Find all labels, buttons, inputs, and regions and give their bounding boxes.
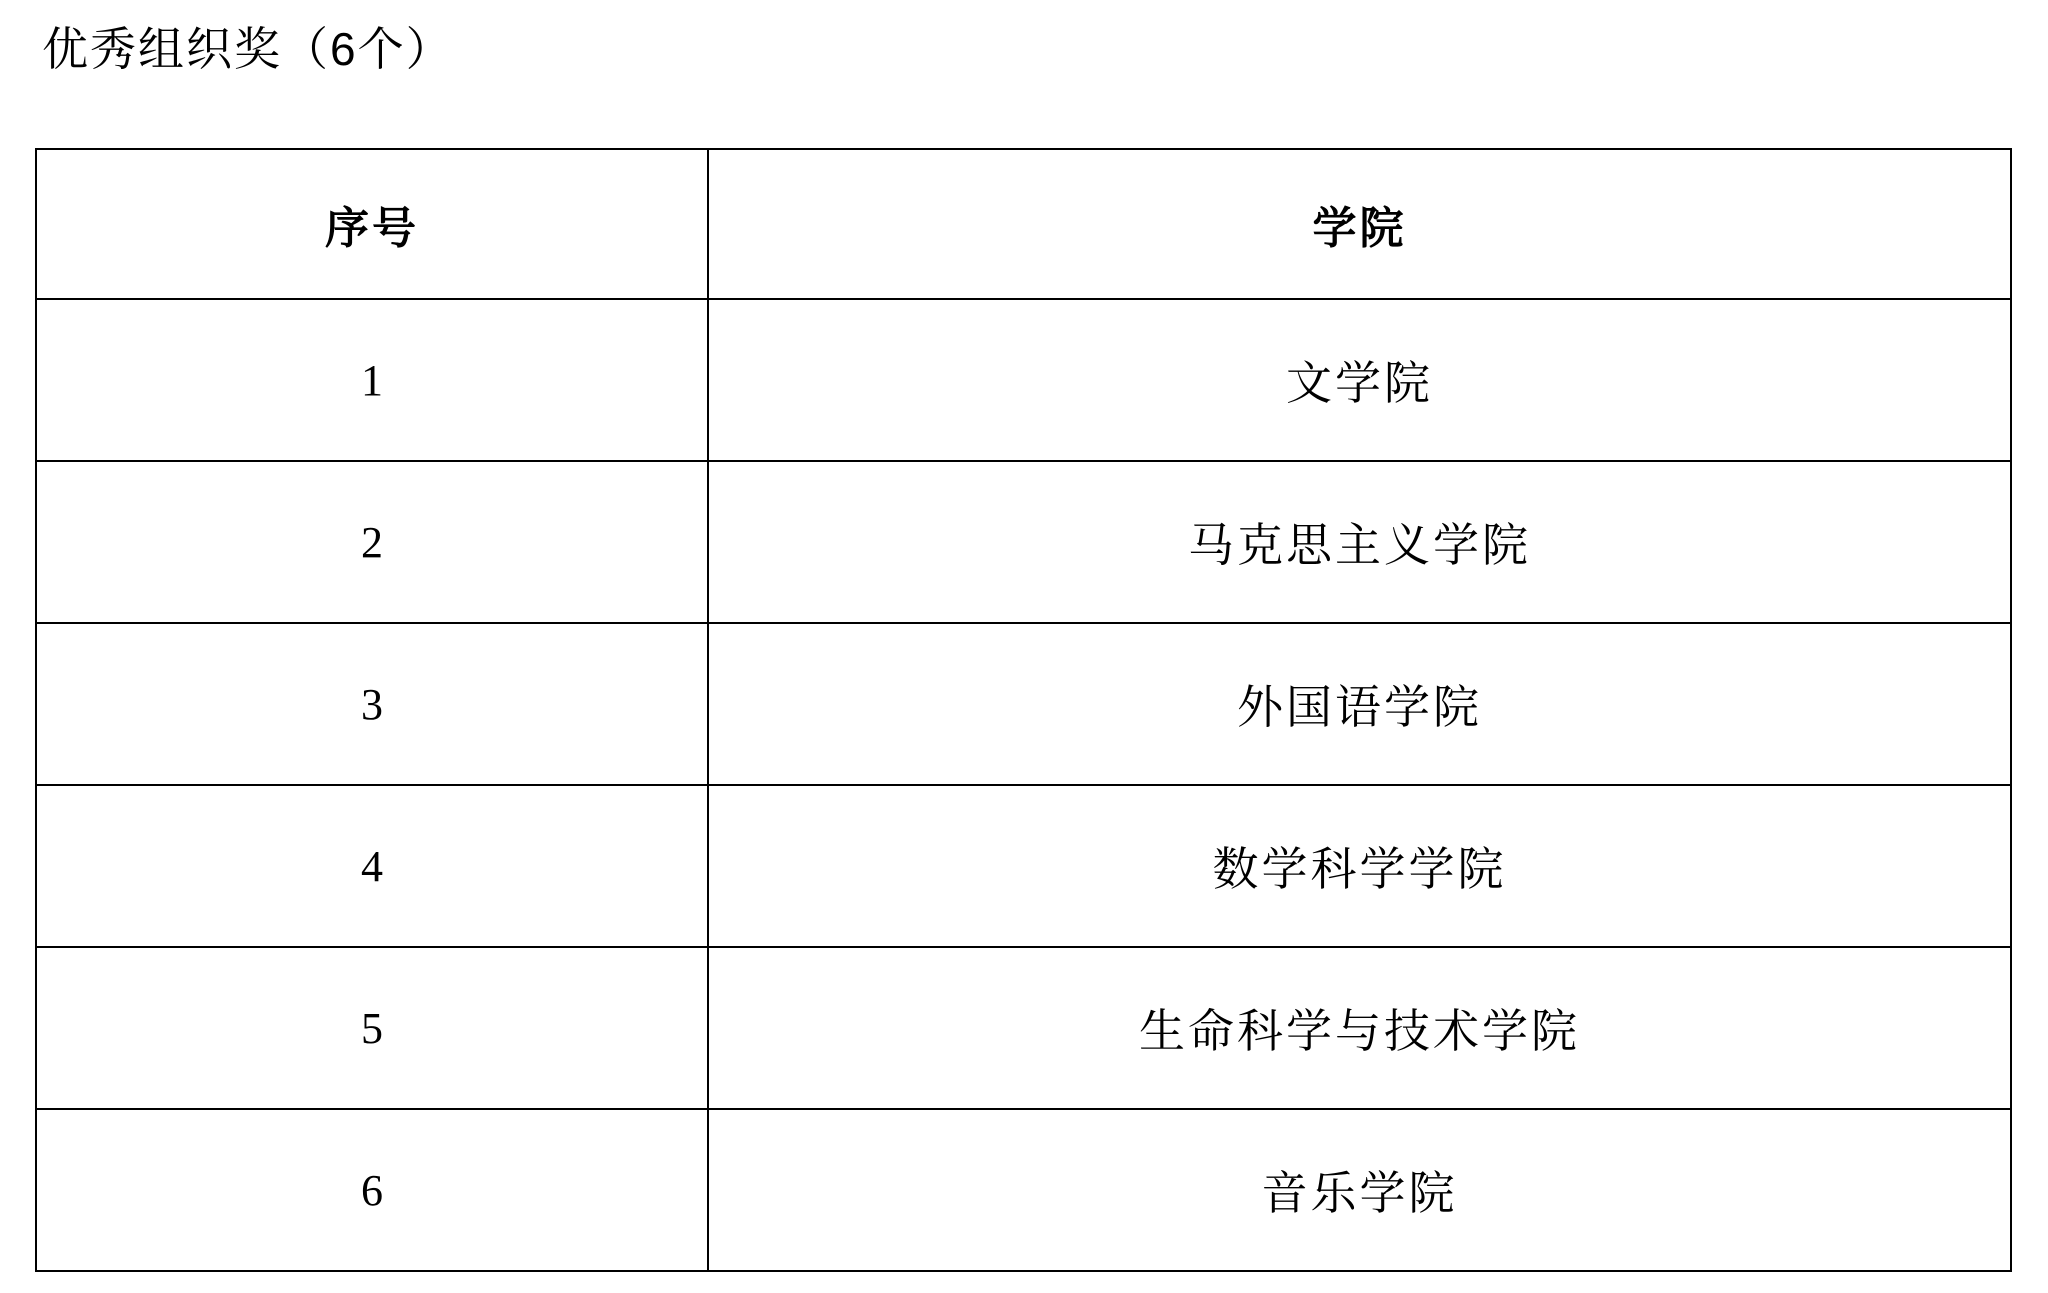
table-row (36, 947, 2011, 1109)
cell-index: 2 (36, 461, 708, 623)
table-row (36, 785, 2011, 947)
cell-index: 5 (36, 947, 708, 1109)
column-header-college: 学院 (708, 149, 2011, 299)
table-row (36, 299, 2011, 461)
cell-index: 1 (36, 299, 708, 461)
cell-college: 生命科学与技术学院 (708, 947, 2011, 1109)
table-header-row (36, 149, 2011, 299)
cell-college: 文学院 (708, 299, 2011, 461)
award-table (35, 148, 2012, 1272)
table-row (36, 623, 2011, 785)
cell-college: 数学科学学院 (708, 785, 2011, 947)
column-header-index: 序号 (36, 149, 708, 299)
table-row (36, 1109, 2011, 1271)
cell-index: 6 (36, 1109, 708, 1271)
table-row (36, 461, 2011, 623)
cell-college: 音乐学院 (708, 1109, 2011, 1271)
page-title: 优秀组织奖（6个） (42, 23, 454, 75)
cell-index: 4 (36, 785, 708, 947)
cell-index: 3 (36, 623, 708, 785)
cell-college: 马克思主义学院 (708, 461, 2011, 623)
cell-college: 外国语学院 (708, 623, 2011, 785)
